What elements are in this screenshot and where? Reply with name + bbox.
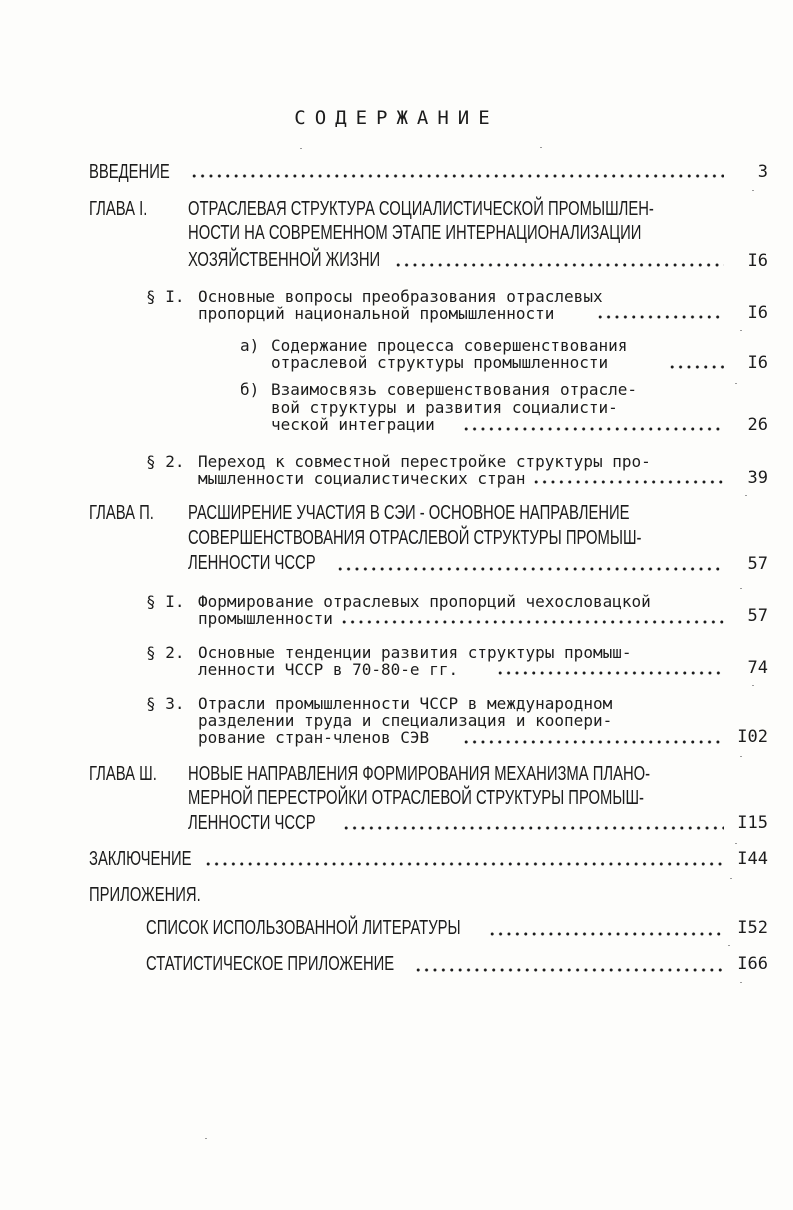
scan-speck: [300, 148, 302, 149]
page-number: 39: [747, 468, 768, 488]
scan-speck: [752, 190, 754, 191]
toc-entry-conclusion: ЗАКЛЮЧЕНИЕ: [89, 848, 192, 870]
dot-leader: [488, 932, 724, 936]
toc-entry-bibliography: СПИСОК ИСПОЛЬЗОВАННОЙ ЛИТЕРАТУРЫ: [146, 917, 461, 939]
toc-entry-statistical-appendix: СТАТИСТИЧЕСКОЕ ПРИЛОЖЕНИЕ: [146, 953, 395, 975]
chapter-3-title-line-3: ЛЕННОСТИ ЧССР: [188, 812, 316, 834]
scan-speck: [740, 588, 742, 589]
dot-leader: [342, 826, 724, 830]
page-number: I52: [737, 918, 768, 938]
page-number: I44: [737, 849, 768, 869]
section-1-2-line-2: мышленности социалистических стран: [198, 469, 526, 488]
chapter-1-title-line-1: ОТРАСЛЕВАЯ СТРУКТУРА СОЦИАЛИСТИЧЕСКОЙ ПРОМЫШЛЕН-: [188, 198, 654, 220]
scan-speck: [735, 843, 737, 844]
scan-speck: [540, 147, 542, 148]
page-number: I15: [737, 813, 768, 833]
subsection-b-line-1: Взаимосвязь совершенствования отрасле-: [271, 380, 638, 399]
section-1-2-line-1: Переход к совместной перестройке структуры про-: [198, 452, 651, 471]
page-number: 3: [757, 162, 768, 182]
toc-entry-introduction: ВВЕДЕНИЕ: [89, 161, 170, 183]
dot-leader: [394, 263, 724, 267]
section-2-2-line-2: ленности ЧССР в 70-80-е гг.: [198, 660, 459, 679]
dot-leader: [668, 365, 724, 369]
dot-leader: [414, 968, 724, 972]
scan-speck: [740, 330, 742, 331]
subsection-a-label: а): [240, 336, 260, 355]
dot-leader: [496, 671, 724, 675]
page-number: 74: [747, 658, 768, 678]
chapter-2-label: ГЛАВА П.: [89, 502, 154, 524]
page-number: 57: [747, 554, 768, 574]
scan-speck: [728, 945, 730, 946]
section-2-3-line-3: рование стран-членов СЭВ: [198, 728, 430, 747]
section-2-1-label: § I.: [146, 592, 185, 611]
chapter-2-title-line-1: РАСШИРЕНИЕ УЧАСТИЯ В СЭИ - ОСНОВНОЕ НАПРАВЛЕНИЕ: [188, 502, 630, 524]
scan-speck: [205, 1138, 207, 1139]
chapter-2-title-line-3: ЛЕННОСТИ ЧССР: [188, 552, 316, 574]
page-number: I02: [737, 727, 768, 747]
page-number: I6: [747, 303, 768, 323]
scan-speck: [740, 756, 742, 757]
scan-speck: [735, 383, 737, 384]
subsection-a-line-1: Содержание процесса совершенствования: [271, 336, 628, 355]
subsection-a-line-2: отраслевой структуры промышленности: [271, 353, 609, 372]
scan-speck: [752, 685, 754, 686]
section-2-2-line-1: Основные тенденции развития структуры промыш-: [198, 643, 632, 662]
page-number: I66: [737, 954, 768, 974]
section-2-3-line-1: Отрасли промышленности ЧССР в международном: [198, 694, 613, 713]
dot-leader: [462, 427, 724, 431]
dot-leader: [190, 174, 724, 178]
page-number: 57: [747, 606, 768, 626]
section-1-1-label: § I.: [146, 287, 185, 306]
chapter-1-title-line-2: НОСТИ НА СОВРЕМЕННОМ ЭТАПЕ ИНТЕРНАЦИОНАЛИЗАЦИИ: [188, 222, 642, 244]
subsection-b-label: б): [240, 380, 260, 399]
subsection-b-line-2: вой структуры и развития социалисти-: [271, 398, 618, 417]
page-number: 26: [747, 415, 768, 435]
dot-leader: [596, 315, 724, 319]
dot-leader: [462, 740, 724, 744]
scan-speck: [730, 878, 732, 879]
section-2-3-line-2: разделении труда и специализация и коопери-: [198, 711, 613, 730]
toc-entry-appendices: ПРИЛОЖЕНИЯ.: [89, 884, 201, 906]
section-2-3-label: § 3.: [146, 694, 185, 713]
section-2-1-line-2: промышленности: [198, 609, 333, 628]
chapter-1-title-line-3: ХОЗЯЙСТВЕННОЙ ЖИЗНИ: [188, 249, 381, 271]
section-2-2-label: § 2.: [146, 643, 185, 662]
section-1-2-label: § 2.: [146, 452, 185, 471]
dot-leader: [532, 480, 724, 484]
chapter-2-title-line-2: СОВЕРШЕНСТВОВАНИЯ ОТРАСЛЕВОЙ СТРУКТУРЫ ПРОМЫШ-: [188, 527, 642, 549]
section-1-1-line-2: пропорций национальной промышленности: [198, 304, 555, 323]
section-1-1-line-1: Основные вопросы преобразования отраслевых: [198, 287, 603, 306]
scan-speck: [745, 495, 747, 496]
subsection-b-line-3: ческой интеграции: [271, 415, 435, 434]
page-title: СОДЕРЖАНИЕ: [294, 107, 499, 129]
chapter-3-label: ГЛАВА Ш.: [89, 763, 157, 785]
chapter-1-label: ГЛАВА I.: [89, 198, 148, 220]
page-number: I6: [747, 353, 768, 373]
page-number: I6: [747, 251, 768, 271]
chapter-3-title-line-2: МЕРНОЙ ПЕРЕСТРОЙКИ ОТРАСЛЕВОЙ СТРУКТУРЫ ПРОМЫШ-: [188, 787, 644, 809]
dot-leader: [336, 567, 724, 571]
dot-leader: [204, 862, 724, 866]
chapter-3-title-line-1: НОВЫЕ НАПРАВЛЕНИЯ ФОРМИРОВАНИЯ МЕХАНИЗМА ПЛАНО-: [188, 763, 651, 785]
dot-leader: [340, 620, 724, 624]
scan-speck: [740, 982, 742, 983]
section-2-1-line-1: Формирование отраслевых пропорций чехословацкой: [198, 592, 651, 611]
